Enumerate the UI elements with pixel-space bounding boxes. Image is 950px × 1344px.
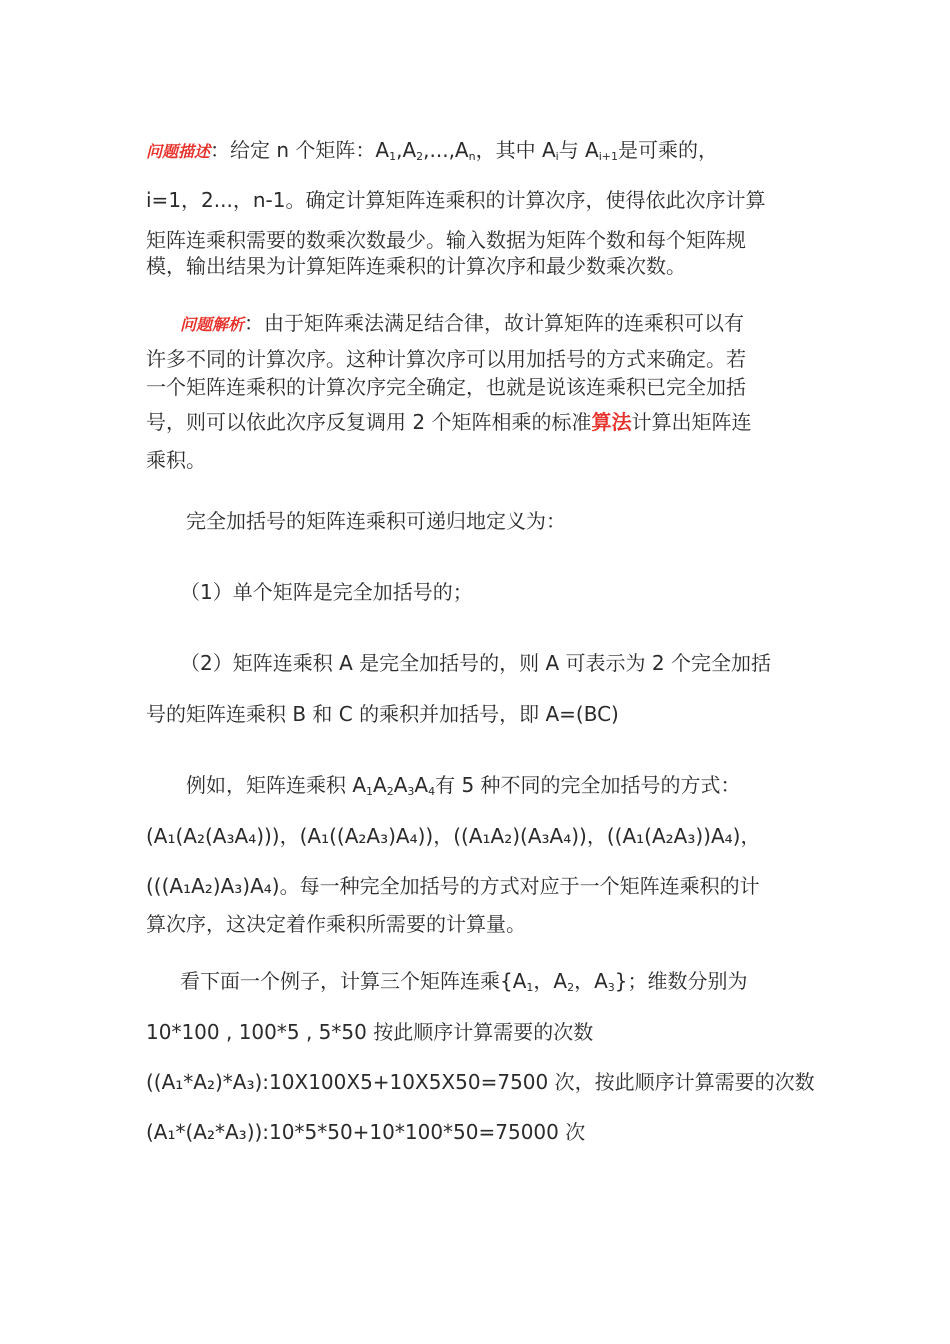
analysis-line-5: 乘积。 xyxy=(146,448,206,472)
definition-rule-2a: （2）矩阵连乘积 A 是完全加括号的，则 A 可表示为 2 个完全加括 xyxy=(180,651,771,675)
analysis-label: 问题解析 xyxy=(180,315,245,334)
case-line-1: 看下面一个例子，计算三个矩阵连乘{$A_1$，$A_2$，$A_3$}；维数分别为 xyxy=(180,969,748,994)
description-line-1: 问题描述：给定 n 个矩阵：$A_1,A_2,...,A_n$，其中 $A_i$与 $A_{i+1}$是可乘的， xyxy=(146,138,719,163)
example-line-1: 例如，矩阵连乘积 $A_1A_2A_3A_4$有 5 种不同的完全加括号的方式： xyxy=(186,773,741,798)
case-line-2: 10*100 , 100*5 , 5*50 按此顺序计算需要的次数 xyxy=(146,1020,594,1044)
description-label: 问题描述 xyxy=(146,142,211,161)
description-line-2: i=1，2...，n-1。确定计算矩阵连乘积的计算次序，使得依此次序计算 xyxy=(146,188,766,212)
definition-rule-1: （1）单个矩阵是完全加括号的； xyxy=(180,580,473,604)
definition-rule-2b: 号的矩阵连乘积 B 和 C 的乘积并加括号，即 A=(BC) xyxy=(146,702,619,726)
example-line-3: (((A₁A₂)A₃)A₄)。每一种完全加括号的方式对应于一个矩阵连乘积的计 xyxy=(146,874,760,898)
analysis-line-1: 问题解析：由于矩阵乘法满足结合律，故计算矩阵的连乘积可以有 xyxy=(180,311,745,335)
definition-intro: 完全加括号的矩阵连乘积可递归地定义为： xyxy=(186,509,566,533)
case-line-3: ((A₁*A₂)*A₃):10X100X5+10X5X50=7500 次，按此顺序计算需要的次数 xyxy=(146,1070,815,1094)
analysis-line-2: 许多不同的计算次序。这种计算次序可以用加括号的方式来确定。若 xyxy=(146,347,746,371)
description-line-4: 模，输出结果为计算矩阵连乘积的计算次序和最少数乘次数。 xyxy=(146,254,686,278)
algorithm-link[interactable]: 算法 xyxy=(591,410,632,434)
example-line-4: 算次序，这决定着作乘积所需要的计算量。 xyxy=(146,912,526,936)
description-line-3: 矩阵连乘积需要的数乘次数最少。输入数据为矩阵个数和每个矩阵规 xyxy=(146,228,746,252)
example-line-2: (A₁(A₂(A₃A₄)))，(A₁((A₂A₃)A₄))，((A₁A₂)(A₃A₄))，((A₁(A₂A₃))A₄)， xyxy=(146,824,761,848)
analysis-line-4: 号，则可以依此次序反复调用 2 个矩阵相乘的标准算法计算出矩阵连 xyxy=(146,410,752,434)
case-line-4: (A₁*(A₂*A₃)):10*5*50+10*100*50=75000 次 xyxy=(146,1120,586,1144)
analysis-line-3: 一个矩阵连乘积的计算次序完全确定，也就是说该连乘积已完全加括 xyxy=(146,375,746,399)
